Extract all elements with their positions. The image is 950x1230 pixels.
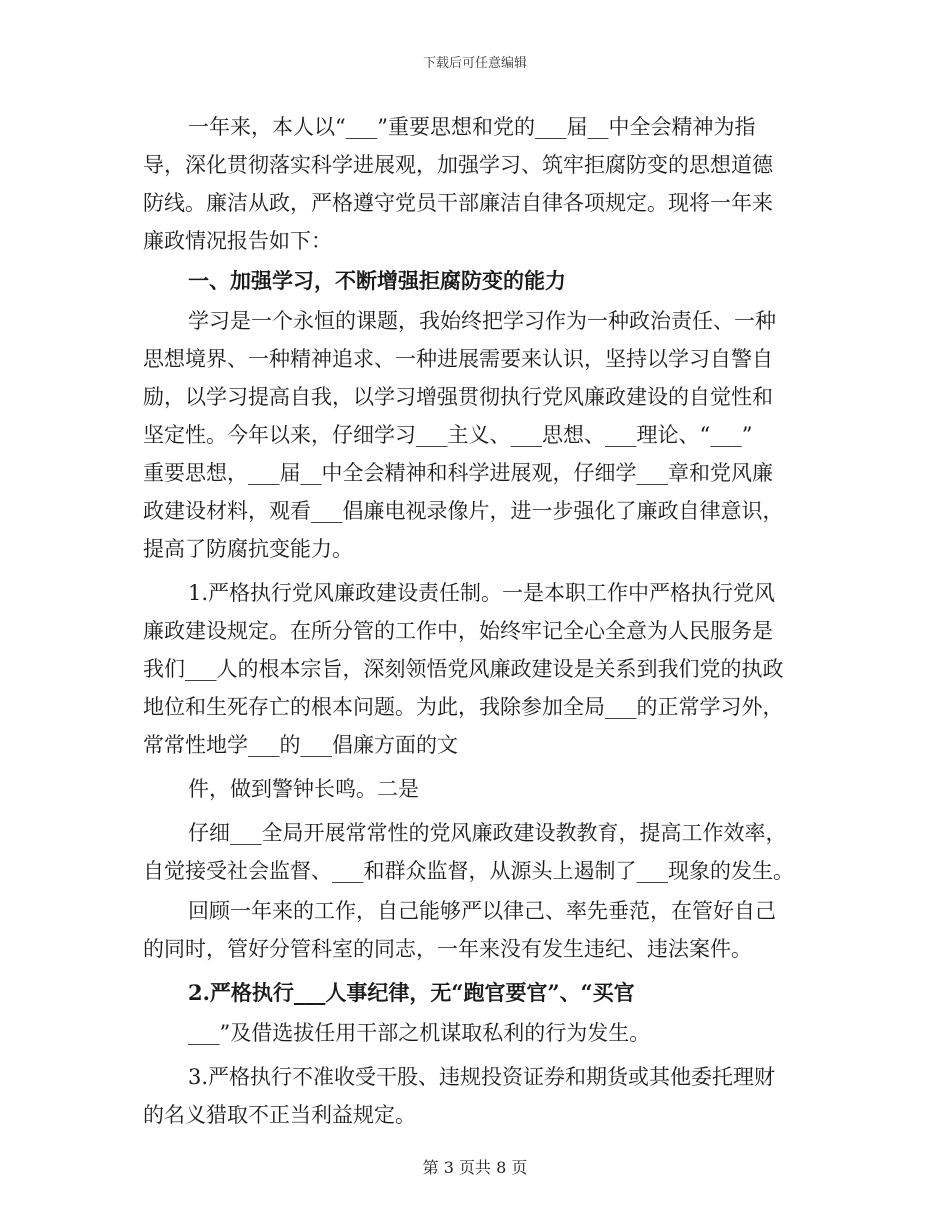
section-heading-1 [143,262,808,300]
paragraph-item-1 [143,574,808,764]
text-line: 的同时，管好分管科室的同志，一年来没有发生违纪、违法案件。 [143,937,752,961]
text-line: 2.严格执行___人事纪律，无“跑官要官”、“买官 [188,980,635,1005]
paragraph-study [143,302,808,568]
text-line: 学习是一个永恒的课题，我始终把学习作为一种政治责任、一种 [188,309,776,333]
text-line: 提高了防腐抗变能力。 [143,537,353,561]
document-body [143,108,808,1134]
page-header: 下载后可任意编辑 [422,56,527,71]
text-line: 励，以学习提高自我，以学习增强贯彻执行党风廉政建设的自觉性和 [143,385,773,409]
text-line: 回顾一年来的工作，自己能够严以律己、率先垂范，在管好自己 [188,899,776,923]
text-line: 1.严格执行党风廉政建设责任制。一是本职工作中严格执行党风 [188,581,776,605]
text-line: 地位和生死存亡的根本问题。为此，我除参加全局___的正常学习外， [143,695,784,719]
text-line: 自觉接受社会监督、___和群众监督，从源头上遏制了___现象的发生。 [143,859,794,883]
text-line: 一年来，本人以“___”重要思想和党的___届__中全会精神为指 [188,115,756,139]
text-line: 常常性地学___的___倡廉方面的文 [143,733,458,757]
text-line: 3.严格执行不准收受干股、违规投资证券和期货或其他委托理财 [188,1065,776,1089]
heading-text: 一、加强学习，不断增强拒腐防变的能力 [188,268,566,293]
paragraph-item-1-part-2 [143,814,808,890]
paragraph-item-2-continued [143,1014,808,1052]
text-line: 的名义猎取不正当利益规定。 [143,1103,416,1127]
text-line: 坚定性。今年以来，仔细学习___主义、___思想、___理论、“___” [143,423,753,447]
text-line: 我们___人的根本宗旨，深刻领悟党风廉政建设是关系到我们党的执政 [143,657,784,681]
paragraph-review [143,892,808,968]
text-line: 廉政情况报告如下： [143,229,332,253]
text-line: 廉政建设规定。在所分管的工作中，始终牢记全心全意为人民服务是 [143,619,773,643]
text-line: 件，做到警钟长鸣。二是 [188,777,419,801]
text-line: 政建设材料，观看___倡廉电视录像片，进一步强化了廉政自律意识， [143,499,784,523]
page-footer: 第 3 页共 8 页 [422,1158,528,1177]
paragraph-item-2 [143,974,808,1012]
text-line: 重要思想，___届__中全会精神和科学进展观，仔细学___章和党风廉 [143,461,773,485]
text-line: 导，深化贯彻落实科学进展观，加强学习、筑牢拒腐防变的思想道德 [143,153,773,177]
paragraph-item-3 [143,1058,808,1134]
text-line: 思想境界、一种精神追求、一种进展需要来认识，坚持以学习自警自 [143,347,773,371]
paragraph-intro [143,108,808,260]
text-line: 仔细___全局开展常常性的党风廉政建设教教育，提高工作效率， [188,821,787,845]
text-line: 防线。廉洁从政，严格遵守党员干部廉洁自律各项规定。现将一年来 [143,191,773,215]
text-line: ___”及借选拔任用干部之机谋取私利的行为发生。 [188,1021,651,1045]
paragraph-item-1-continued [143,770,808,808]
